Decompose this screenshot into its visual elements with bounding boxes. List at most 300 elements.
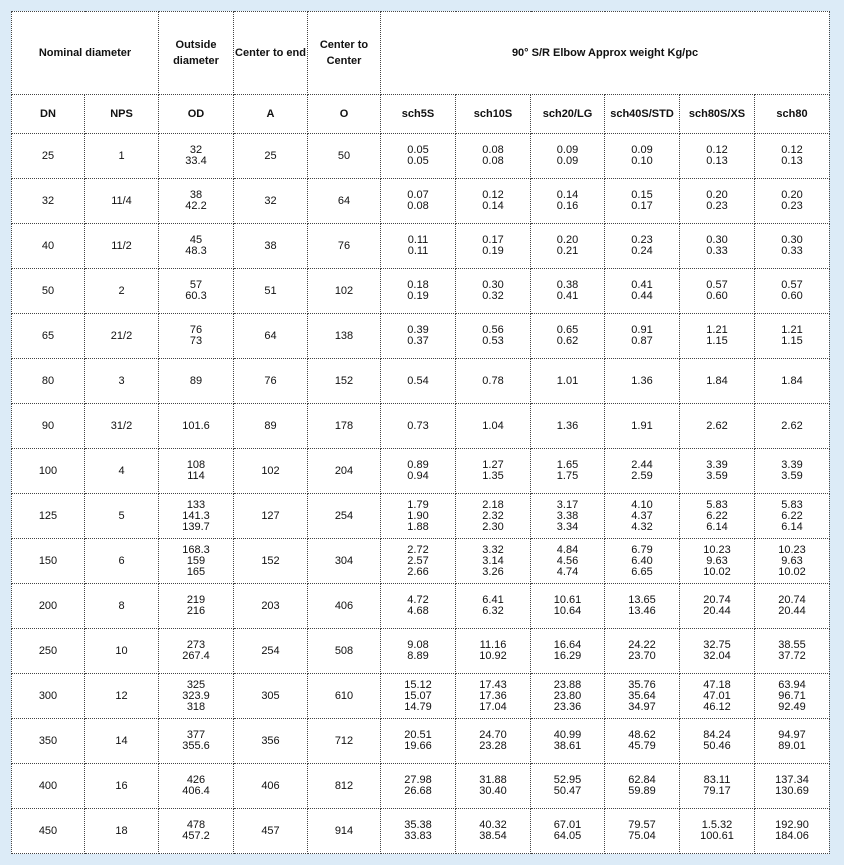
od-cell-value: 141.3 (182, 509, 210, 522)
weight-cell (381, 134, 456, 179)
weight-cell-value: 3.32 (482, 543, 504, 556)
dn-cell: 50 (12, 269, 85, 314)
center-to-end-cell: 406 (234, 764, 308, 809)
od-cell-value: 139.7 (182, 520, 210, 533)
center-to-end-cell: 457 (234, 809, 308, 854)
weight-cell (456, 539, 531, 584)
weight-cell-value: 52.95 (553, 774, 582, 786)
weight-cell-value: 0.08 (482, 155, 504, 167)
center-to-center-cell: 64 (308, 179, 381, 224)
column-header: DN (12, 95, 85, 134)
weight-cell-value: 0.11 (407, 234, 429, 246)
weight-cell-value: 37.72 (778, 650, 806, 662)
weight-cell (605, 449, 680, 494)
nps-cell: 16 (85, 764, 159, 809)
weight-cell (456, 809, 531, 854)
od-cell-value: 33.4 (185, 155, 207, 167)
column-header-row (12, 95, 830, 134)
weight-cell-value: 0.12 (781, 144, 803, 156)
weight-cell-value: 1.27 (482, 459, 504, 471)
weight-cell (680, 719, 755, 764)
weight-cell-value: 17.43 (479, 678, 507, 691)
weight-cell-value: 23.80 (553, 689, 582, 702)
weight-cell (755, 404, 830, 449)
weight-cell (456, 719, 531, 764)
weight-title-header: 90° S/R Elbow Approx weight Kg/pc (381, 12, 830, 95)
od-cell (159, 674, 234, 719)
column-header: sch80S/XS (680, 95, 755, 134)
od-cell (159, 269, 234, 314)
weight-cell (755, 539, 830, 584)
nps-cell: 3 (85, 359, 159, 404)
weight-cell (755, 359, 830, 404)
center-to-end-header: Center to end (234, 12, 308, 95)
column-header: sch5S (381, 95, 456, 134)
od-cell-value: 168.3 (182, 543, 210, 556)
table-row (12, 359, 830, 404)
dn-cell: 200 (12, 584, 85, 629)
od-cell (159, 179, 234, 224)
weight-cell (605, 764, 680, 809)
weight-cell-value: 1.84 (706, 374, 728, 387)
weight-cell-value: 0.65 (556, 324, 579, 336)
weight-cell-value: 0.54 (407, 374, 429, 387)
table-row (12, 269, 830, 314)
od-cell (159, 134, 234, 179)
weight-cell-value: 0.17 (631, 200, 653, 212)
weight-cell (381, 494, 456, 539)
weight-cell (531, 179, 605, 224)
weight-cell (680, 809, 755, 854)
center-to-center-cell: 76 (308, 224, 381, 269)
weight-cell-value: 9.08 (407, 639, 429, 651)
weight-cell (381, 719, 456, 764)
center-to-end-cell: 356 (234, 719, 308, 764)
weight-cell-value: 100.61 (700, 830, 734, 842)
weight-cell-value: 6.22 (706, 509, 728, 522)
dn-cell: 65 (12, 314, 85, 359)
center-to-center-cell: 304 (308, 539, 381, 584)
weight-cell (531, 314, 605, 359)
weight-cell (381, 449, 456, 494)
weight-cell (680, 404, 755, 449)
weight-cell (456, 674, 531, 719)
weight-cell (531, 359, 605, 404)
nps-cell: 4 (85, 449, 159, 494)
od-cell (159, 719, 234, 764)
weight-cell-value: 0.30 (781, 234, 803, 246)
weight-cell (531, 584, 605, 629)
weight-cell-value: 0.73 (407, 419, 429, 432)
weight-cell-value: 13.65 (628, 594, 656, 606)
weight-cell-value: 47.18 (703, 678, 731, 691)
weight-cell (605, 674, 680, 719)
weight-cell-value: 6.14 (706, 520, 728, 533)
table-row (12, 494, 830, 539)
weight-cell-value: 0.33 (781, 245, 803, 257)
weight-cell (381, 179, 456, 224)
weight-cell-value: 5.83 (781, 498, 803, 511)
weight-cell-value: 35.64 (628, 689, 656, 702)
weight-cell-value: 26.68 (404, 785, 432, 797)
weight-cell-value: 0.13 (706, 155, 728, 167)
weight-cell (605, 719, 680, 764)
weight-cell-value: 0.57 (781, 279, 803, 291)
weight-cell-value: 0.23 (706, 200, 728, 212)
column-header: sch40S/STD (605, 95, 680, 134)
weight-cell (680, 134, 755, 179)
table-row (12, 674, 830, 719)
weight-cell (755, 584, 830, 629)
weight-cell-value: 1.75 (556, 470, 579, 482)
od-cell-value: 457.2 (182, 830, 210, 842)
weight-cell (531, 494, 605, 539)
weight-cell (680, 359, 755, 404)
dn-cell: 150 (12, 539, 85, 584)
od-cell-value: 73 (189, 335, 203, 347)
od-cell-value: 377 (186, 729, 206, 741)
nps-cell: 2 (85, 269, 159, 314)
weight-cell-value: 50.47 (553, 785, 582, 797)
weight-cell-value: 0.89 (407, 459, 429, 471)
weight-cell-value: 83.11 (703, 774, 731, 786)
weight-cell-value: 6.32 (482, 605, 504, 617)
od-cell-value: 57 (189, 279, 203, 291)
weight-cell-value: 17.04 (479, 700, 507, 713)
weight-cell-value: 0.11 (407, 245, 429, 257)
weight-cell (381, 584, 456, 629)
od-cell-value: 165 (186, 565, 206, 578)
weight-cell-value: 17.36 (479, 689, 507, 702)
weight-cell-value: 9.63 (781, 554, 803, 567)
weight-cell (456, 629, 531, 674)
weight-cell-value: 2.72 (407, 543, 429, 556)
weight-cell-value: 0.05 (407, 155, 429, 167)
od-cell-value: 133 (186, 498, 206, 511)
weight-cell-value: 3.26 (482, 565, 504, 578)
column-header: O (308, 95, 381, 134)
weight-cell-value: 2.62 (706, 419, 728, 432)
weight-cell-value: 0.10 (631, 155, 653, 167)
od-cell (159, 629, 234, 674)
weight-cell-value: 10.23 (703, 543, 731, 556)
weight-cell-value: 0.16 (556, 200, 579, 212)
weight-cell (605, 269, 680, 314)
weight-cell-value: 50.46 (703, 740, 731, 752)
weight-cell (755, 314, 830, 359)
nps-cell: 8 (85, 584, 159, 629)
weight-cell-value: 24.70 (479, 729, 507, 741)
center-to-end-cell: 51 (234, 269, 308, 314)
column-header: OD (159, 95, 234, 134)
od-cell (159, 224, 234, 269)
weight-cell-value: 6.65 (631, 565, 653, 578)
weight-cell-value: 94.97 (778, 729, 806, 741)
weight-cell-value: 20.74 (703, 594, 731, 606)
weight-cell-value: 14.79 (404, 700, 432, 713)
od-cell (159, 539, 234, 584)
weight-cell-value: 38.55 (778, 639, 806, 651)
weight-cell-value: 0.37 (407, 335, 429, 347)
center-to-end-cell: 254 (234, 629, 308, 674)
od-cell-value: 45 (189, 234, 203, 246)
od-cell (159, 359, 234, 404)
weight-cell-value: 1.21 (781, 324, 803, 336)
weight-cell-value: 10.02 (778, 565, 806, 578)
weight-cell-value: 2.18 (482, 498, 504, 511)
weight-cell-value: 0.53 (482, 335, 504, 347)
weight-cell-value: 0.56 (482, 324, 504, 336)
weight-cell (381, 224, 456, 269)
od-cell-value: 48.3 (185, 245, 207, 257)
table-row (12, 539, 830, 584)
center-to-end-cell: 38 (234, 224, 308, 269)
weight-cell-value: 6.14 (781, 520, 803, 533)
center-to-center-cell: 712 (308, 719, 381, 764)
weight-cell-value: 0.39 (407, 324, 429, 336)
weight-cell-value: 96.71 (778, 689, 806, 702)
weight-cell-value: 1.88 (407, 520, 429, 533)
od-cell-value: 267.4 (182, 650, 210, 662)
dn-cell: 350 (12, 719, 85, 764)
nps-cell: 12 (85, 674, 159, 719)
od-cell-value: 42.2 (185, 200, 207, 212)
weight-cell (605, 404, 680, 449)
weight-cell-value: 0.38 (556, 279, 579, 291)
weight-cell (605, 314, 680, 359)
center-to-end-cell: 152 (234, 539, 308, 584)
weight-cell-value: 4.37 (631, 509, 653, 522)
weight-cell-value: 46.12 (703, 700, 731, 713)
table-row (12, 719, 830, 764)
weight-cell-value: 0.41 (556, 290, 579, 302)
weight-cell-value: 59.89 (628, 785, 656, 797)
weight-cell (531, 224, 605, 269)
outside-diameter-header-line1: Outside (175, 39, 217, 51)
weight-cell-value: 0.12 (482, 189, 504, 201)
nps-cell: 6 (85, 539, 159, 584)
dn-cell: 250 (12, 629, 85, 674)
nps-cell: 11/4 (85, 179, 159, 224)
weight-cell-value: 0.14 (556, 189, 579, 201)
center-to-end-cell: 89 (234, 404, 308, 449)
weight-cell-value: 20.44 (778, 605, 806, 617)
od-cell-value: 478 (186, 819, 206, 831)
weight-cell (456, 404, 531, 449)
od-cell (159, 809, 234, 854)
weight-cell-value: 0.19 (482, 245, 504, 257)
center-to-center-cell: 406 (308, 584, 381, 629)
weight-cell-value: 35.38 (404, 819, 432, 831)
weight-cell (605, 809, 680, 854)
weight-cell-value: 0.57 (706, 279, 728, 291)
weight-cell (456, 134, 531, 179)
weight-cell (680, 314, 755, 359)
weight-cell (605, 179, 680, 224)
weight-cell-value: 62.84 (628, 774, 656, 786)
weight-cell (531, 809, 605, 854)
weight-cell (381, 269, 456, 314)
weight-table-sheet (11, 11, 829, 854)
weight-cell-value: 0.20 (556, 234, 579, 246)
weight-cell-value: 1.15 (706, 335, 728, 347)
nps-cell: 11/2 (85, 224, 159, 269)
weight-cell-value: 3.39 (781, 459, 803, 471)
weight-cell-value: 0.78 (482, 374, 504, 387)
weight-cell (456, 449, 531, 494)
weight-cell-value: 31.88 (479, 774, 507, 786)
weight-cell-value: 84.24 (703, 729, 731, 741)
table-row (12, 134, 830, 179)
weight-cell-value: 33.83 (404, 830, 432, 842)
weight-cell (755, 629, 830, 674)
weight-cell (755, 674, 830, 719)
weight-cell (456, 314, 531, 359)
weight-cell-value: 23.28 (479, 740, 507, 752)
outside-diameter-header-line2: diameter (173, 55, 219, 67)
center-to-center-cell: 152 (308, 359, 381, 404)
weight-cell-value: 23.88 (553, 678, 582, 691)
od-cell-value: 323.9 (182, 689, 210, 702)
weight-cell-value: 6.22 (781, 509, 803, 522)
weight-cell-value: 0.20 (781, 189, 803, 201)
dn-cell: 32 (12, 179, 85, 224)
weight-cell (456, 494, 531, 539)
weight-cell-value: 3.34 (556, 520, 579, 533)
weight-cell-value: 2.59 (631, 470, 653, 482)
center-to-center-cell: 812 (308, 764, 381, 809)
weight-cell-value: 0.24 (631, 245, 653, 257)
table-row (12, 404, 830, 449)
weight-cell-value: 0.12 (706, 144, 728, 156)
weight-cell-value: 27.98 (404, 774, 432, 786)
center-to-center-cell: 914 (308, 809, 381, 854)
weight-cell-value: 89.01 (778, 740, 806, 752)
weight-cell (680, 494, 755, 539)
weight-cell (680, 269, 755, 314)
column-header: sch20/LG (531, 95, 605, 134)
weight-cell (605, 494, 680, 539)
center-to-center-header-line1: Center to (319, 39, 369, 51)
center-to-end-cell: 305 (234, 674, 308, 719)
od-cell (159, 584, 234, 629)
nps-cell: 31/2 (85, 404, 159, 449)
od-cell (159, 404, 234, 449)
weight-cell-value: 16.64 (553, 639, 582, 651)
weight-cell-value: 4.84 (556, 543, 579, 556)
weight-cell-value: 192.90 (775, 819, 809, 831)
weight-cell-value: 92.49 (778, 700, 806, 713)
table-row (12, 809, 830, 854)
weight-cell-value: 0.32 (482, 290, 504, 302)
weight-cell-value: 2.62 (781, 419, 803, 432)
weight-cell-value: 184.06 (775, 830, 809, 842)
weight-cell-value: 20.44 (703, 605, 731, 617)
weight-cell (381, 359, 456, 404)
weight-cell (605, 584, 680, 629)
weight-cell-value: 15.07 (404, 689, 432, 702)
center-to-center-cell: 508 (308, 629, 381, 674)
weight-cell (456, 359, 531, 404)
weight-cell-value: 45.79 (628, 740, 656, 752)
weight-cell-value: 2.30 (482, 520, 504, 533)
weight-cell-value: 0.05 (407, 144, 429, 156)
weight-cell-value: 75.04 (628, 830, 656, 842)
header-row-top (12, 12, 830, 95)
weight-cell-value: 4.68 (407, 605, 429, 617)
weight-cell-value: 32.75 (703, 639, 731, 651)
weight-cell (605, 224, 680, 269)
weight-cell-value: 0.60 (781, 290, 803, 302)
center-to-center-cell: 102 (308, 269, 381, 314)
od-cell-value: 89 (189, 374, 203, 387)
weight-cell-value: 6.79 (631, 543, 653, 556)
weight-cell-value: 4.32 (631, 520, 653, 533)
center-to-end-cell: 203 (234, 584, 308, 629)
weight-cell (755, 134, 830, 179)
weight-cell (755, 719, 830, 764)
weight-cell (680, 629, 755, 674)
table-row (12, 179, 830, 224)
weight-cell (680, 764, 755, 809)
center-to-center-header (308, 12, 381, 95)
weight-cell-value: 3.38 (556, 509, 579, 522)
weight-cell-value: 6.40 (631, 554, 653, 567)
weight-cell-value: 0.17 (482, 234, 504, 246)
weight-cell-value: 0.21 (556, 245, 579, 257)
weight-cell-value: 10.02 (703, 565, 731, 578)
weight-cell-value: 1.36 (631, 374, 653, 387)
weight-cell (605, 359, 680, 404)
od-cell (159, 314, 234, 359)
weight-cell-value: 1.36 (556, 419, 579, 432)
weight-cell (381, 539, 456, 584)
dn-cell: 90 (12, 404, 85, 449)
weight-cell-value: 0.15 (631, 189, 653, 201)
weight-cell-value: 2.44 (631, 459, 653, 471)
weight-cell-value: 1.21 (706, 324, 728, 336)
weight-cell (381, 314, 456, 359)
weight-cell-value: 1.01 (556, 374, 579, 387)
od-cell (159, 494, 234, 539)
weight-cell-value: 137.34 (775, 774, 809, 786)
center-to-end-cell: 76 (234, 359, 308, 404)
weight-cell-value: 4.74 (556, 565, 579, 578)
center-to-center-header-line2: Center (326, 55, 362, 67)
weight-cell-value: 4.72 (407, 594, 429, 606)
weight-cell-value: 4.10 (631, 498, 653, 511)
weight-cell-value: 0.30 (482, 279, 504, 291)
weight-cell (605, 134, 680, 179)
weight-cell (755, 179, 830, 224)
weight-cell-value: 0.20 (706, 189, 728, 201)
weight-cell (755, 494, 830, 539)
table-row (12, 224, 830, 269)
weight-cell-value: 11.16 (479, 639, 507, 651)
od-cell (159, 764, 234, 809)
weight-cell-value: 40.99 (553, 729, 582, 741)
weight-cell-value: 15.12 (404, 678, 432, 691)
od-cell-value: 318 (186, 700, 206, 713)
weight-cell (755, 764, 830, 809)
weight-cell-value: 0.08 (407, 200, 429, 212)
od-cell-value: 355.6 (182, 740, 210, 752)
weight-cell (456, 224, 531, 269)
center-to-center-cell: 254 (308, 494, 381, 539)
nominal-diameter-header: Nominal diameter (12, 12, 159, 95)
weight-cell-value: 38.61 (553, 740, 582, 752)
weight-cell (456, 764, 531, 809)
